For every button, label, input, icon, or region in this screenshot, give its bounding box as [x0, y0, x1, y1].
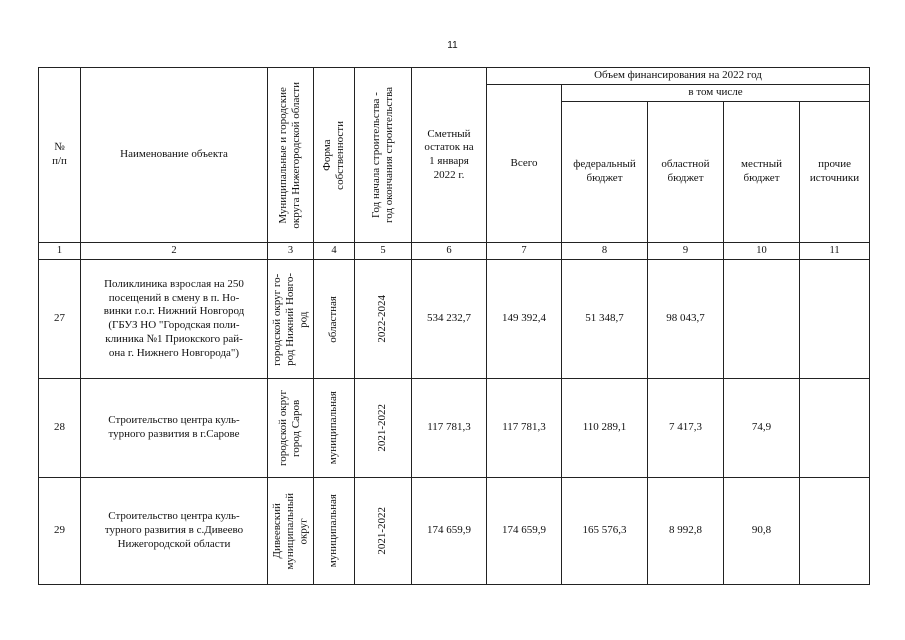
column-number: 7	[487, 243, 562, 260]
row-local	[724, 260, 800, 379]
row-federal: 110 289,1	[562, 379, 648, 478]
row-years	[355, 260, 412, 379]
header-funding-group: Объем финансирования на 2022 год	[487, 68, 870, 85]
row-num: 27	[39, 260, 81, 379]
header-row-1	[39, 68, 870, 85]
column-number-row	[39, 243, 870, 260]
column-number: 10	[724, 243, 800, 260]
column-number: 9	[648, 243, 724, 260]
header-local: местный бюджет	[724, 102, 800, 243]
header-years-text: Год начала строительства - год окончания строительства	[369, 87, 395, 223]
header-regional: областной бюджет	[648, 102, 724, 243]
column-number: 1	[39, 243, 81, 260]
header-municipality-text: Муниципальные и городские округа Нижегородской области	[277, 81, 303, 229]
header-ownership-text: Форма собственности	[320, 120, 346, 190]
header-years	[355, 68, 412, 243]
row-estimate: 117 781,3	[412, 379, 487, 478]
row-local: 90,8	[724, 478, 800, 585]
ownership-text: областная	[327, 295, 340, 343]
row-regional: 8 992,8	[648, 478, 724, 585]
row-other	[800, 478, 870, 585]
row-object-name	[81, 260, 268, 379]
column-number: 6	[412, 243, 487, 260]
row-federal: 165 576,3	[562, 478, 648, 585]
header-num: № п/п	[39, 68, 81, 243]
header-municipality	[268, 68, 314, 243]
row-num: 28	[39, 379, 81, 478]
row-estimate: 534 232,7	[412, 260, 487, 379]
row-estimate: 174 659,9	[412, 478, 487, 585]
page-number: 11	[447, 40, 458, 51]
row-federal: 51 348,7	[562, 260, 648, 379]
row-years	[355, 478, 412, 585]
table-row	[39, 260, 870, 379]
row-other	[800, 379, 870, 478]
column-number: 2	[81, 243, 268, 260]
municipality-text: городской округ город Саров	[277, 389, 303, 467]
column-number: 3	[268, 243, 314, 260]
years-text: 2021-2022	[376, 404, 389, 452]
row-other	[800, 260, 870, 379]
header-other: прочие источники	[800, 102, 870, 243]
column-number: 8	[562, 243, 648, 260]
row-municipality	[268, 379, 314, 478]
object-name-text: Строительство центра куль- турного развития в с.Дивеево Нижегородской области	[104, 510, 244, 550]
object-name-text: Строительство центра куль- турного развития в г.Сарове	[108, 414, 240, 440]
ownership-text: муниципальная	[327, 391, 340, 465]
row-ownership	[314, 379, 355, 478]
ownership-text: муниципальная	[327, 494, 340, 568]
row-object-name	[81, 478, 268, 585]
row-municipality	[268, 260, 314, 379]
header-total: Всего	[487, 85, 562, 243]
row-total: 149 392,4	[487, 260, 562, 379]
header-ownership	[314, 68, 355, 243]
years-text: 2021-2022	[376, 507, 389, 555]
header-federal: федеральный бюджет	[562, 102, 648, 243]
municipality-text: городской округ го- род Нижний Новго- род	[270, 272, 310, 366]
row-num: 29	[39, 478, 81, 585]
row-years	[355, 379, 412, 478]
row-ownership	[314, 260, 355, 379]
row-regional: 98 043,7	[648, 260, 724, 379]
column-number: 5	[355, 243, 412, 260]
row-object-name	[81, 379, 268, 478]
row-local: 74,9	[724, 379, 800, 478]
row-ownership	[314, 478, 355, 585]
row-regional: 7 417,3	[648, 379, 724, 478]
financing-table	[38, 67, 870, 585]
table-row	[39, 478, 870, 585]
header-including: в том числе	[562, 85, 870, 102]
column-number: 11	[800, 243, 870, 260]
column-number: 4	[314, 243, 355, 260]
header-name: Наименование объекта	[81, 68, 268, 243]
years-text: 2022-2024	[376, 295, 389, 343]
table-row	[39, 379, 870, 478]
object-name-text: Поликлиника взрослая на 250 посещений в смену в п. Но- винки г.о.г. Нижний Новгород (ГБУЗ НО "Городская поли- клиника №1 Приокского рай- она г. Нижнего Новгорода")	[103, 277, 245, 359]
row-municipality	[268, 478, 314, 585]
header-estimate: Сметный остаток на 1 января 2022 г.	[412, 68, 487, 243]
municipality-text: Дивеевский муниципальный округ	[270, 492, 310, 570]
row-total: 117 781,3	[487, 379, 562, 478]
row-total: 174 659,9	[487, 478, 562, 585]
